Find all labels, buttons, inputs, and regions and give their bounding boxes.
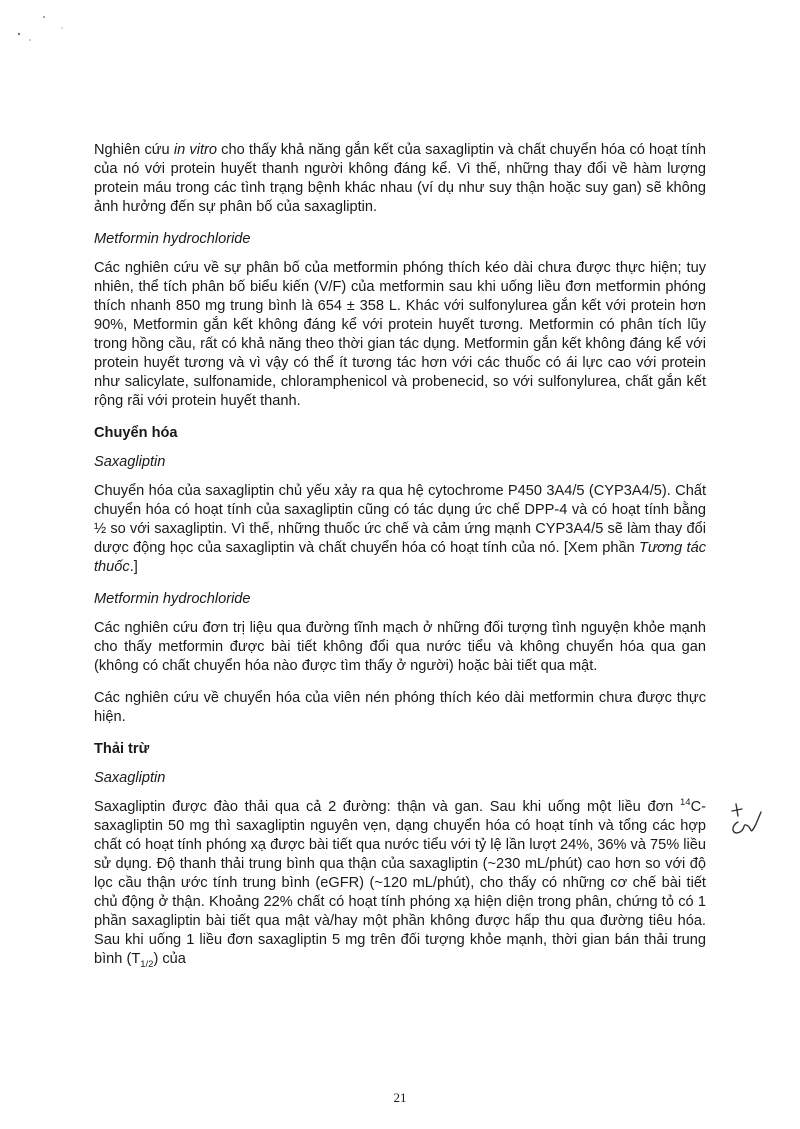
paragraph-metformin-distribution: Các nghiên cứu về sự phân bố của metformin phóng thích kéo dài chưa được thực hiện; tuy nhiên, thể tích phân bố biểu kiến (V/F) của metformin sau khi uống liều đơn metformin phóng thích nhanh 850 mg trung bình là 654 ± 358 L. Khác với sulfonylurea gắn kết với protein hơn 90%, Metformin gắn kết không đáng kể với protein huyết tương. Metformin có phân tích lũy trong hồng cầu, rất có khả năng theo thời gian tác dụng. Metformin gắn kết không đáng kể với protein huyết tương và vì vậy có thể ít tương tác hơn với các thuốc có ái lực cao với protein như salicylate, sulfonamide, chloramphenicol và probenecid, so với sulfonylurea, chất gắn kết rộng rãi với protein huyết thanh. bbox=[94, 260, 706, 409]
page-number: 21 bbox=[393, 1090, 407, 1105]
paragraph-saxagliptin-metabolism: Chuyển hóa của saxagliptin chủ yếu xảy ra qua hệ cytochrome P450 3A4/5 (CYP3A4/5). Chất chuyển hóa có hoạt tính của saxagliptin cũng có tác dụng ức chế DPP-4 và có hoạt tính bằng ½ so với saxagliptin. Vì thế, những thuốc ức chế và cảm ứng mạnh CYP3A4/5 sẽ làm thay đổi dược động học của saxagliptin và chất chuyển hóa có hoạt tính của nó. [Xem phần Tương tác thuốc.] bbox=[94, 483, 706, 575]
subheading-metformin: Metformin hydrochloride bbox=[94, 231, 251, 247]
paragraph-saxagliptin-elimination: Saxagliptin được đào thải qua cả 2 đường: thận và gan. Sau khi uống một liều đơn $^{14}$C-saxagliptin 50 mg thì saxagliptin nguyên vẹn, dạng chuyển hóa có hoạt tính và tổng các hợp chất có hoạt tính phóng xạ được bài tiết qua nước tiểu với tỷ lệ lần lượt 24%, 36% và 75% liều sử dụng. Độ thanh thải trung bình qua thận của saxagliptin (~230 mL/phút) cao hơn so với độ lọc cầu thận ước tính trung bình (eGFR) (~120 mL/phút), cho thấy có những cơ chế bài tiết chủ động ở thận. Khoảng 22% chất có hoạt tính phóng xạ hiện diện trong phân, chứng tỏ có 1 phần saxagliptin bài tiết qua mật và/hay một phần không được hấp thu qua đường tiêu hóa. Sau khi uống 1 liều đơn saxagliptin 5 mg trên đối tượng khỏe mạnh, thời gian bán thải trung bình $(T_{1/2})$ của bbox=[94, 797, 706, 970]
paragraph-metformin-metabolism-studies: Các nghiên cứu về chuyển hóa của viên nén phóng thích kéo dài metformin chưa được thực hiện. bbox=[94, 690, 706, 725]
subheading-saxagliptin: Saxagliptin bbox=[94, 770, 166, 786]
section-heading-metabolism: Chuyển hóa bbox=[94, 425, 178, 441]
subheading-metformin: Metformin hydrochloride bbox=[94, 591, 251, 607]
subheading-saxagliptin: Saxagliptin bbox=[94, 454, 166, 470]
paragraph-protein-binding: Nghiên cứu in vitro cho thấy khả năng gắn kết của saxagliptin và chất chuyển hóa có hoạt tính của nó với protein huyết thanh người không đáng kể. Vì thế, những thay đổi về hàm lượng protein máu trong các tình trạng bệnh khác nhau (ví dụ như suy thận hoặc suy gan) sẽ không ảnh hưởng đến sự phân bố của saxagliptin. bbox=[94, 142, 707, 215]
paragraph-metformin-iv-studies: Các nghiên cứu đơn trị liệu qua đường tĩnh mạch ở những đối tượng tình nguyện khỏe mạnh cho thấy metformin được bài tiết không đổi qua nước tiểu và không chuyển hóa qua gan (không có chất chuyển hóa nào được tìm thấy ở người) hoặc bài tiết qua mật. bbox=[94, 620, 706, 674]
document-body bbox=[94, 141, 706, 982]
handwritten-initials-mark bbox=[728, 798, 764, 842]
scan-specks bbox=[14, 14, 84, 54]
section-heading-elimination: Thải trừ bbox=[94, 741, 150, 757]
